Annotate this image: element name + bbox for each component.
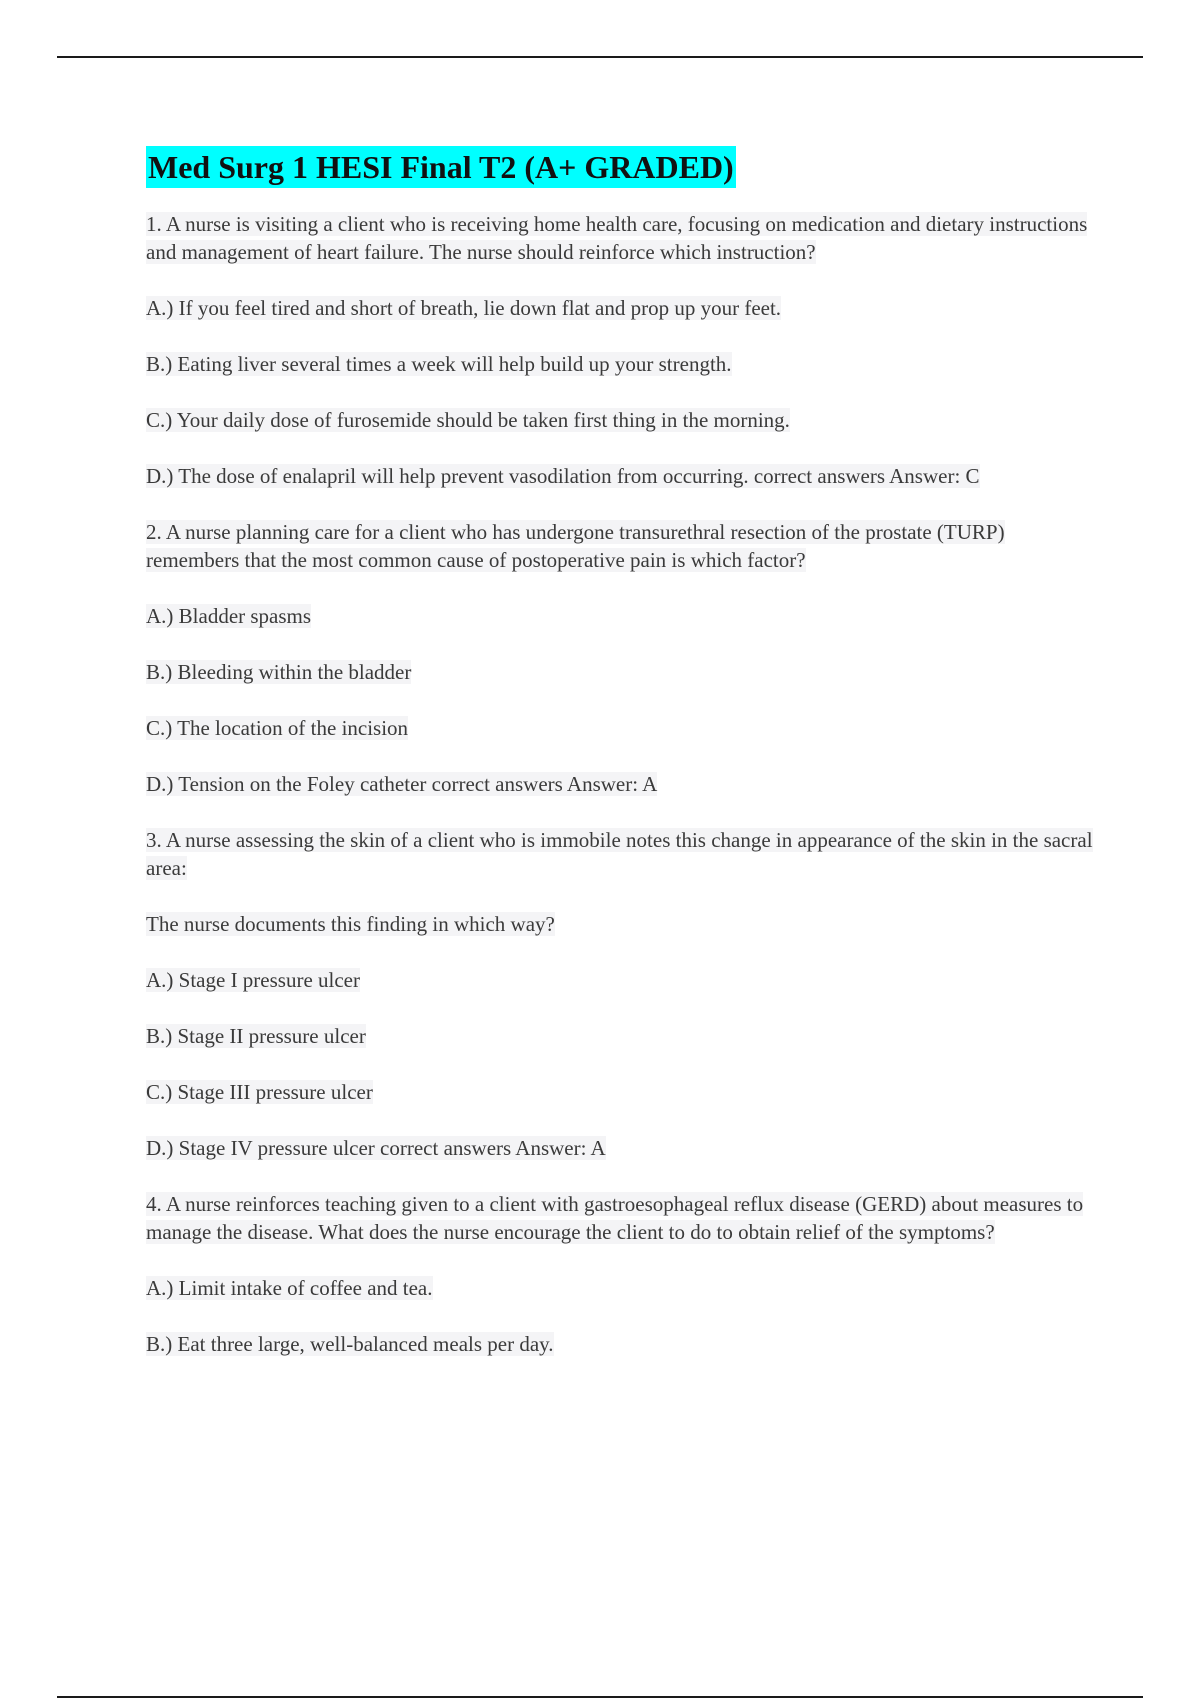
option-4b: B.) Eat three large, well-balanced meals per day. <box>146 1332 554 1356</box>
option-2c: C.) The location of the incision <box>146 716 409 740</box>
option-2a: A.) Bladder spasms <box>146 604 312 628</box>
bottom-rule <box>57 1696 1143 1698</box>
option-3c: C.) Stage III pressure ulcer <box>146 1080 373 1104</box>
question-1: 1. A nurse is visiting a client who is receiving home health care, focusing on medication and dietary instructions and management of heart failure. The nurse should reinforce which instruction? <box>146 212 1088 264</box>
option-4a: A.) Limit intake of coffee and tea. <box>146 1276 433 1300</box>
document-body <box>146 146 1096 1386</box>
question-3-prompt: The nurse documents this finding in which way? <box>146 912 555 936</box>
option-1a: A.) If you feel tired and short of breath, lie down flat and prop up your feet. <box>146 296 782 320</box>
option-1b: B.) Eating liver several times a week will help build up your strength. <box>146 352 732 376</box>
option-1d-answer: D.) The dose of enalapril will help prevent vasodilation from occurring. correct answers Answer: C <box>146 464 980 488</box>
question-3: 3. A nurse assessing the skin of a client who is immobile notes this change in appearance of the skin in the sacral area: <box>146 828 1093 880</box>
option-3d-answer: D.) Stage IV pressure ulcer correct answers Answer: A <box>146 1136 606 1160</box>
top-rule <box>57 56 1143 58</box>
page-title: Med Surg 1 HESI Final T2 (A+ GRADED) <box>146 146 736 188</box>
option-1c: C.) Your daily dose of furosemide should be taken first thing in the morning. <box>146 408 790 432</box>
option-2b: B.) Bleeding within the bladder <box>146 660 412 684</box>
option-2d-answer: D.) Tension on the Foley catheter correct answers Answer: A <box>146 772 658 796</box>
option-3a: A.) Stage I pressure ulcer <box>146 968 360 992</box>
option-3b: B.) Stage II pressure ulcer <box>146 1024 366 1048</box>
question-4: 4. A nurse reinforces teaching given to a client with gastroesophageal reflux disease (GERD) about measures to manage the disease. What does the nurse encourage the client to do to obtain relief of the symptoms? <box>146 1192 1084 1244</box>
question-2: 2. A nurse planning care for a client who has undergone transurethral resection of the prostate (TURP) remembers that the most common cause of postoperative pain is which factor? <box>146 520 1005 572</box>
